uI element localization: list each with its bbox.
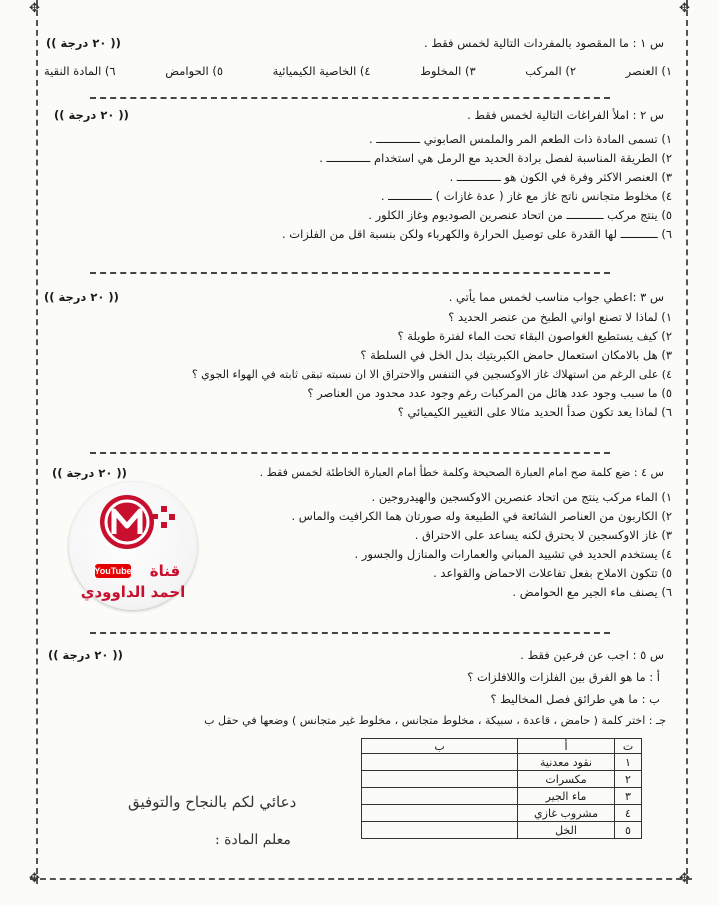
answer-cell[interactable] <box>362 822 518 839</box>
question-3-title: س ٣ :اعطي جواب مناسب لخمس مما يأتي . <box>448 290 664 304</box>
list-item: ٣) العنصر الاكثر وفرة في الكون هو ـــــــــــــ . <box>449 170 672 184</box>
question-5-part-b: ب : ما هي طرائق فصل المخاليط ؟ <box>490 692 660 706</box>
question-2 <box>44 108 672 244</box>
term-item: ٤) الخاصية الكيميائية <box>272 64 371 78</box>
question-2-grade: (( ٢٠ درجة )) <box>54 108 129 122</box>
list-item: ٣) غاز الاوكسجين لا يحترق لكنه يساعد على الاحتراق . <box>414 528 672 542</box>
bottom-border <box>30 878 692 880</box>
question-2-title: س ٢ : املأ الفراغات التالية لخمس فقط . <box>467 108 664 122</box>
term-item: ١) العنصر <box>625 64 672 78</box>
column-header: ت <box>615 739 642 754</box>
row-number: ٣ <box>615 788 642 805</box>
right-border <box>686 0 688 884</box>
table-row <box>362 788 642 805</box>
term-item: ٥) الحوامض <box>165 64 224 78</box>
list-item: ٦) ـــــــــــ لها القدرة على توصيل الحرارة والكهرباء ولكن بنسبة اقل من الفلزات . <box>281 227 672 241</box>
question-5-grade: (( ٢٠ درجة )) <box>48 648 123 662</box>
row-number: ٢ <box>615 771 642 788</box>
platform-label: YouTube <box>94 566 132 576</box>
term-item: ٣) المخلوط <box>420 64 476 78</box>
term-item: ٦) المادة النقية <box>44 64 116 78</box>
question-1 <box>44 36 672 56</box>
question-1-terms <box>44 64 672 78</box>
channel-logo-icon <box>69 482 197 610</box>
list-item: ١) الماء مركب ينتج من اتحاد عنصرين الاوكسجين والهيدروجين . <box>371 490 672 504</box>
term-item: ٢) المركب <box>525 64 577 78</box>
table-row <box>362 754 642 771</box>
corner-star-icon: ✥ <box>29 1 40 16</box>
closing-wish: دعائي لكم بالنجاح والتوفيق <box>128 793 297 811</box>
table-row <box>362 771 642 788</box>
list-item: ٥) ما سبب وجود عدد هائل من المركبات رغم وجود عدد محدود من العناصر ؟ <box>307 386 672 400</box>
channel-logo <box>69 482 197 610</box>
question-3 <box>44 290 672 422</box>
question-4-grade: (( ٢٠ درجة )) <box>52 466 127 480</box>
list-item: ١) لماذا لا تصنع اواني الطبخ من عنصر الحديد ؟ <box>448 310 672 324</box>
row-term: نقود معدنية <box>518 754 615 771</box>
question-4-title: س ٤ : ضع كلمة صح امام العبارة الصحيحة وكلمة خطأ امام العبارة الخاطئة لخمس فقط . <box>259 466 664 479</box>
list-item: ٢) الطريقة المناسبة لفصل برادة الحديد مع الرمل هي استخدام ـــــــــــــ . <box>319 151 672 165</box>
list-item: ٢) كيف يستطيع الغواصون البقاء تحت الماء لفترة طويلة ؟ <box>397 329 672 343</box>
row-term: الخل <box>518 822 615 839</box>
table-row <box>362 822 642 839</box>
list-item: ٥) تتكون الاملاح بفعل تفاعلات الاحماض والقواعد . <box>433 566 672 580</box>
question-5-part-c: جـ : اختر كلمة ( حامض ، قاعدة ، سبيكة ، مخلوط متجانس ، مخلوط غير متجانس ) وضعها في حقل ب <box>204 714 666 727</box>
answer-cell[interactable] <box>362 771 518 788</box>
list-item: ٤) يستخدم الحديد في تشييد المباني والعمارات والمنازل والجسور . <box>354 547 672 561</box>
list-item: ٢) الكاربون من العناصر الشائعة في الطبيعة وله صورتان هما الكرافيت والماس . <box>291 509 672 523</box>
section-divider <box>90 632 610 634</box>
list-item: ٤) على الرغم من استهلاك غاز الاوكسجين في التنفس والاحتراق الا ان نسبته تبقى ثابته في الهواء الجوي ؟ <box>191 368 672 381</box>
row-number: ٤ <box>615 805 642 822</box>
channel-owner: احمد الداوودي <box>80 583 186 601</box>
table-row <box>362 805 642 822</box>
answer-cell[interactable] <box>362 805 518 822</box>
column-header: أ <box>518 739 615 754</box>
question-5 <box>44 648 672 668</box>
channel-word: قناة <box>149 562 181 580</box>
teacher-signature: معلم المادة : <box>215 832 291 848</box>
list-item: ٤) مخلوط متجانس ناتج غاز مع غاز ( عدة غازات ) ـــــــــــــ . <box>380 189 672 203</box>
question-5-part-a: أ : ما هو الفرق بين الفلزات واللافلزات ؟ <box>467 670 660 684</box>
corner-star-icon: ✥ <box>679 871 690 886</box>
answer-cell[interactable] <box>362 788 518 805</box>
list-item: ٣) هل بالامكان استعمال حامض الكبريتيك بدل الخل في السلطة ؟ <box>360 348 672 362</box>
row-term: ماء الجير <box>518 788 615 805</box>
corner-star-icon: ✥ <box>29 871 40 886</box>
column-header: ب <box>362 739 518 754</box>
question-2-items <box>44 130 672 244</box>
matching-table <box>361 738 642 839</box>
corner-star-icon: ✥ <box>679 1 690 16</box>
list-item: ٦) لماذا يعد تكون صدأ الحديد مثالا على التغيير الكيميائي ؟ <box>397 405 672 419</box>
answer-cell[interactable] <box>362 754 518 771</box>
section-divider <box>90 452 610 454</box>
table-header-row <box>362 739 642 754</box>
row-term: مكسرات <box>518 771 615 788</box>
list-item: ٦) يصنف ماء الجير مع الحوامض . <box>512 585 672 599</box>
section-divider <box>90 97 610 99</box>
question-5-title: س ٥ : اجب عن فرعين فقط . <box>520 648 664 662</box>
question-3-grade: (( ٢٠ درجة )) <box>44 290 119 304</box>
list-item: ٥) ينتج مركب ـــــــــــ من اتحاد عنصرين الصوديوم وغاز الكلور . <box>368 208 672 222</box>
row-number: ٥ <box>615 822 642 839</box>
question-3-items <box>44 308 672 422</box>
question-1-grade: (( ٢٠ درجة )) <box>46 36 121 50</box>
left-border <box>36 0 38 884</box>
section-divider <box>90 272 610 274</box>
row-number: ١ <box>615 754 642 771</box>
row-term: مشروب غازي <box>518 805 615 822</box>
list-item: ١) تسمى المادة ذات الطعم المر والملمس الصابوني ـــــــــــــ . <box>368 132 672 146</box>
question-1-title: س ١ : ما المقصود بالمفردات التالية لخمس فقط . <box>424 36 664 50</box>
